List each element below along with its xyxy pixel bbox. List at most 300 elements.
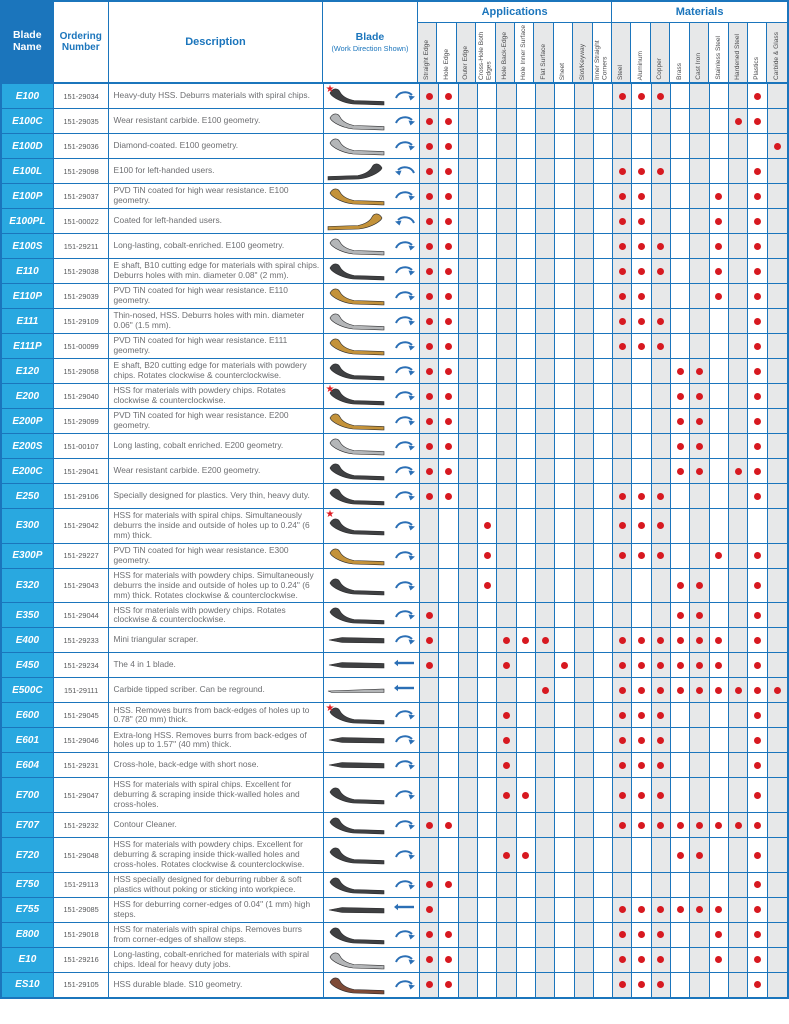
material-dot: [754, 118, 761, 125]
material-dot: [696, 637, 703, 644]
application-dot: [503, 762, 510, 769]
material-cell-carbide-glass: [768, 259, 787, 283]
material-dot: [638, 981, 645, 988]
material-cell-carbide-glass: [768, 973, 787, 997]
application-cell-hole-edge: [439, 284, 458, 308]
blade-image-cell: [324, 359, 420, 383]
work-direction-arrow-icon: [394, 486, 417, 506]
material-dot: [715, 637, 722, 644]
material-cell-stainless-steel: [710, 184, 729, 208]
application-cell-sheet: [555, 703, 574, 727]
material-cell-cast-iron: [690, 309, 709, 333]
application-cell-straight-edge: [420, 778, 439, 812]
material-dot: [619, 737, 626, 744]
application-cell-inner-straight-corners: [594, 753, 613, 777]
material-cell-plastics: [748, 109, 767, 133]
material-cell-brass: [671, 509, 690, 543]
material-cell-steel: [613, 134, 632, 158]
material-cell-carbide-glass: [768, 703, 787, 727]
application-cell-flat-surface: [536, 544, 555, 568]
material-cell-stainless-steel: [710, 259, 729, 283]
application-cell-outer-edge: [459, 109, 478, 133]
table-row-e250: [2, 484, 787, 509]
material-dot: [619, 981, 626, 988]
application-dot: [503, 662, 510, 669]
application-cell-straight-edge: [420, 678, 439, 702]
material-dot: [638, 493, 645, 500]
material-cell-aluminum: [632, 359, 651, 383]
table-row-e200: [2, 384, 787, 409]
material-dot: [619, 712, 626, 719]
material-cell-cast-iron: [690, 728, 709, 752]
work-direction-arrow-icon: [394, 361, 417, 381]
work-direction-arrow-icon: [394, 815, 417, 835]
material-dot: [638, 792, 645, 799]
application-dot: [426, 268, 433, 275]
application-cell-inner-straight-corners: [594, 359, 613, 383]
application-cell-hole-edge: [439, 259, 458, 283]
material-cell-stainless-steel: [710, 109, 729, 133]
material-cell-cast-iron: [690, 973, 709, 997]
application-cell-hole-edge: [439, 923, 458, 947]
ordering-number-cell: 151-29040: [54, 384, 110, 408]
material-cell-plastics: [748, 678, 767, 702]
material-cell-copper: [652, 603, 671, 627]
application-dot: [445, 468, 452, 475]
application-cell-flat-surface: [536, 209, 555, 233]
application-dot: [426, 956, 433, 963]
application-cell-hole-back-edge: [497, 159, 516, 183]
material-cell-plastics: [748, 603, 767, 627]
material-dot: [754, 93, 761, 100]
material-cell-steel: [613, 184, 632, 208]
material-cell-stainless-steel: [710, 484, 729, 508]
application-cell-outer-edge: [459, 653, 478, 677]
material-cell-carbide-glass: [768, 873, 787, 897]
material-cell-aluminum: [632, 544, 651, 568]
material-cell-brass: [671, 259, 690, 283]
material-dot: [696, 852, 703, 859]
application-cell-inner-straight-corners: [594, 259, 613, 283]
application-cell-hole-back-edge: [497, 923, 516, 947]
material-cell-stainless-steel: [710, 569, 729, 603]
application-cell-flat-surface: [536, 234, 555, 258]
application-cell-sheet: [555, 434, 574, 458]
column-header-hole-inner-surface: [515, 23, 534, 82]
material-cell-aluminum: [632, 509, 651, 543]
material-dot: [638, 822, 645, 829]
blade-name-cell: E100C: [2, 109, 54, 133]
material-dot: [715, 906, 722, 913]
application-cell-flat-surface: [536, 84, 555, 108]
application-cell-hole-back-edge: [497, 973, 516, 997]
material-cell-cast-iron: [690, 159, 709, 183]
description-cell: Coated for left-handed users.: [109, 209, 324, 233]
material-dot: [696, 687, 703, 694]
description-cell: HSS for deburring corner-edges of 0.04" (1 mm) high steps.: [109, 898, 324, 922]
material-cell-steel: [613, 753, 632, 777]
material-cell-cast-iron: [690, 284, 709, 308]
material-cell-carbide-glass: [768, 923, 787, 947]
application-cell-hole-inner-surface: [517, 109, 536, 133]
application-cell-cross-hole-both-edges: [478, 209, 497, 233]
application-cell-sheet: [555, 309, 574, 333]
application-cell-cross-hole-both-edges: [478, 384, 497, 408]
application-cell-sheet: [555, 109, 574, 133]
material-cell-hardened-steel: [729, 134, 748, 158]
blade-image-cell: [324, 434, 420, 458]
application-cell-hole-edge: [439, 703, 458, 727]
application-cell-hole-back-edge: [497, 209, 516, 233]
application-cell-sheet: [555, 653, 574, 677]
application-cell-inner-straight-corners: [594, 628, 613, 652]
application-cell-outer-edge: [459, 728, 478, 752]
ordering-number-cell: 151-29044: [54, 603, 110, 627]
material-cell-hardened-steel: [729, 309, 748, 333]
material-cell-cast-iron: [690, 678, 709, 702]
application-cell-outer-edge: [459, 544, 478, 568]
application-cell-outer-edge: [459, 603, 478, 627]
application-cell-straight-edge: [420, 309, 439, 333]
application-cell-outer-edge: [459, 134, 478, 158]
material-cell-hardened-steel: [729, 873, 748, 897]
description-cell: PVD TiN coated for high wear resistance. E300 geometry.: [109, 544, 324, 568]
material-cell-steel: [613, 409, 632, 433]
material-cell-carbide-glass: [768, 603, 787, 627]
work-direction-arrow-icon: [394, 111, 417, 131]
material-dot: [754, 981, 761, 988]
blade-name-cell: E100PL: [2, 209, 54, 233]
material-cell-stainless-steel: [710, 923, 729, 947]
material-cell-aluminum: [632, 134, 651, 158]
blade-name-cell: E350: [2, 603, 54, 627]
blade-illustration: [326, 485, 417, 507]
blade-image-cell: [324, 459, 420, 483]
application-cell-slot-keyway: [575, 134, 594, 158]
application-cell-outer-edge: [459, 434, 478, 458]
application-cell-hole-back-edge: [497, 678, 516, 702]
material-cell-carbide-glass: [768, 898, 787, 922]
application-cell-hole-back-edge: [497, 653, 516, 677]
application-cell-straight-edge: [420, 359, 439, 383]
table-row-e100pl: [2, 209, 787, 234]
material-dot: [619, 168, 626, 175]
work-direction-arrow-icon: [394, 605, 417, 625]
material-cell-plastics: [748, 973, 767, 997]
material-cell-copper: [652, 359, 671, 383]
application-cell-sheet: [555, 948, 574, 972]
application-cell-inner-straight-corners: [594, 678, 613, 702]
application-dot: [522, 637, 529, 644]
application-cell-sheet: [555, 284, 574, 308]
work-direction-arrow-icon: [394, 925, 417, 945]
material-dot: [774, 143, 781, 150]
material-cell-carbide-glass: [768, 234, 787, 258]
material-cell-steel: [613, 544, 632, 568]
column-header-slot-keyway: [573, 23, 592, 82]
material-cell-brass: [671, 544, 690, 568]
application-cell-hole-back-edge: [497, 838, 516, 872]
description-cell: HSS for materials with spiral chips. Removes burrs from corner-edges of shallow steps.: [109, 923, 324, 947]
blade-image-cell: [324, 384, 420, 408]
application-cell-hole-inner-surface: [517, 703, 536, 727]
material-dot: [715, 243, 722, 250]
application-dot: [542, 637, 549, 644]
material-cell-cast-iron: [690, 84, 709, 108]
material-cell-cast-iron: [690, 544, 709, 568]
column-header-label: Inner Straight Corners: [594, 40, 609, 80]
application-dot: [426, 637, 433, 644]
application-dot: [522, 852, 529, 859]
blade-image-cell: [324, 653, 420, 677]
application-cell-sheet: [555, 628, 574, 652]
material-cell-copper: [652, 678, 671, 702]
material-cell-stainless-steel: [710, 544, 729, 568]
application-cell-outer-edge: [459, 334, 478, 358]
material-cell-hardened-steel: [729, 728, 748, 752]
application-cell-cross-hole-both-edges: [478, 134, 497, 158]
application-cell-hole-edge: [439, 873, 458, 897]
blade-image-cell: [324, 209, 420, 233]
ordering-number-cell: 151-29113: [54, 873, 110, 897]
material-dot: [638, 193, 645, 200]
material-cell-copper: [652, 653, 671, 677]
blade-image-cell: [324, 409, 420, 433]
material-cell-carbide-glass: [768, 84, 787, 108]
material-cell-steel: [613, 484, 632, 508]
application-cell-straight-edge: [420, 703, 439, 727]
material-dot: [619, 906, 626, 913]
blade-illustration: [326, 729, 417, 751]
material-cell-steel: [613, 309, 632, 333]
material-cell-cast-iron: [690, 234, 709, 258]
application-cell-hole-inner-surface: [517, 384, 536, 408]
material-cell-steel: [613, 973, 632, 997]
application-dot: [445, 218, 452, 225]
ordering-number-cell: 151-00107: [54, 434, 110, 458]
column-header-label: Cast Iron: [695, 53, 703, 80]
ordering-number-cell: 151-29098: [54, 159, 110, 183]
application-cell-cross-hole-both-edges: [478, 948, 497, 972]
work-direction-arrow-icon: [394, 516, 417, 536]
description-cell: Mini triangular scraper.: [109, 628, 324, 652]
application-cell-slot-keyway: [575, 209, 594, 233]
application-cell-hole-edge: [439, 778, 458, 812]
material-cell-stainless-steel: [710, 973, 729, 997]
column-header-stainless-steel: [709, 23, 728, 82]
material-cell-carbide-glass: [768, 813, 787, 837]
work-direction-arrow-icon: [394, 755, 417, 775]
application-cell-outer-edge: [459, 509, 478, 543]
application-cell-slot-keyway: [575, 973, 594, 997]
ordering-number-cell: 151-29232: [54, 813, 110, 837]
material-cell-carbide-glass: [768, 838, 787, 872]
material-cell-stainless-steel: [710, 813, 729, 837]
application-cell-slot-keyway: [575, 569, 594, 603]
column-header-label: Slot/Keyway: [578, 43, 586, 80]
material-dot: [696, 582, 703, 589]
application-cell-straight-edge: [420, 753, 439, 777]
material-cell-plastics: [748, 923, 767, 947]
application-cell-outer-edge: [459, 234, 478, 258]
column-header-brass: [670, 23, 689, 82]
material-dot: [754, 687, 761, 694]
material-cell-hardened-steel: [729, 109, 748, 133]
column-header-hole-back-edge: [496, 23, 515, 82]
application-cell-inner-straight-corners: [594, 159, 613, 183]
application-cell-slot-keyway: [575, 603, 594, 627]
material-cell-cast-iron: [690, 134, 709, 158]
application-dot: [426, 343, 433, 350]
application-cell-flat-surface: [536, 703, 555, 727]
application-dot: [503, 737, 510, 744]
material-cell-stainless-steel: [710, 209, 729, 233]
blade-image-cell: [324, 753, 420, 777]
application-cell-hole-inner-surface: [517, 484, 536, 508]
header-blade-title: Blade: [355, 31, 385, 43]
application-cell-slot-keyway: [575, 84, 594, 108]
application-cell-hole-edge: [439, 434, 458, 458]
material-cell-aluminum: [632, 753, 651, 777]
application-cell-cross-hole-both-edges: [478, 409, 497, 433]
application-cell-inner-straight-corners: [594, 459, 613, 483]
material-cell-steel: [613, 459, 632, 483]
material-dot: [715, 552, 722, 559]
application-cell-flat-surface: [536, 753, 555, 777]
application-cell-sheet: [555, 603, 574, 627]
table-row-e755: [2, 898, 787, 923]
material-dot: [657, 687, 664, 694]
application-dot: [426, 906, 433, 913]
application-cell-straight-edge: [420, 284, 439, 308]
application-cell-hole-edge: [439, 544, 458, 568]
material-cell-cast-iron: [690, 409, 709, 433]
application-dot: [426, 368, 433, 375]
application-cell-cross-hole-both-edges: [478, 753, 497, 777]
application-cell-flat-surface: [536, 109, 555, 133]
material-dot: [657, 956, 664, 963]
application-cell-outer-edge: [459, 898, 478, 922]
material-dot: [657, 822, 664, 829]
material-dot: [619, 93, 626, 100]
application-cell-inner-straight-corners: [594, 703, 613, 727]
material-cell-carbide-glass: [768, 509, 787, 543]
material-cell-steel: [613, 813, 632, 837]
application-cell-slot-keyway: [575, 948, 594, 972]
material-dot: [657, 737, 664, 744]
blade-illustration: [326, 949, 417, 971]
application-cell-hole-inner-surface: [517, 778, 536, 812]
material-cell-carbide-glass: [768, 159, 787, 183]
application-cell-hole-edge: [439, 973, 458, 997]
material-cell-stainless-steel: [710, 84, 729, 108]
application-cell-hole-edge: [439, 753, 458, 777]
material-dot: [619, 318, 626, 325]
material-cell-brass: [671, 109, 690, 133]
material-cell-plastics: [748, 184, 767, 208]
table-row-e604: [2, 753, 787, 778]
material-cell-plastics: [748, 284, 767, 308]
application-cell-hole-back-edge: [497, 948, 516, 972]
application-cell-slot-keyway: [575, 813, 594, 837]
application-dot: [426, 168, 433, 175]
material-dot: [619, 522, 626, 529]
material-dot: [619, 193, 626, 200]
description-cell: E shaft, B10 cutting edge for materials with spiral chips. Deburrs holes with min. diameter 0.08" (2 mm).: [109, 259, 324, 283]
material-cell-carbide-glass: [768, 753, 787, 777]
blade-image-cell: [324, 84, 420, 108]
material-cell-hardened-steel: [729, 544, 748, 568]
material-dot: [619, 792, 626, 799]
material-dot: [696, 418, 703, 425]
application-cell-hole-back-edge: [497, 628, 516, 652]
application-cell-inner-straight-corners: [594, 284, 613, 308]
blade-illustration: [326, 784, 417, 806]
table-row-e400: [2, 628, 787, 653]
application-cell-slot-keyway: [575, 653, 594, 677]
application-cell-flat-surface: [536, 873, 555, 897]
material-cell-cast-iron: [690, 459, 709, 483]
material-cell-brass: [671, 84, 690, 108]
column-header-label: Hardened Steel: [733, 34, 741, 80]
material-cell-hardened-steel: [729, 409, 748, 433]
application-cell-straight-edge: [420, 384, 439, 408]
application-cell-outer-edge: [459, 753, 478, 777]
table-row-e350: [2, 603, 787, 628]
material-cell-hardened-steel: [729, 603, 748, 627]
table-row-e100s: [2, 234, 787, 259]
ordering-number-cell: 151-29105: [54, 973, 110, 997]
material-cell-cast-iron: [690, 838, 709, 872]
table-row-e720: [2, 838, 787, 873]
ordering-number-cell: 151-29211: [54, 234, 110, 258]
ordering-number-cell: 151-29058: [54, 359, 110, 383]
application-cell-cross-hole-both-edges: [478, 703, 497, 727]
application-cell-sheet: [555, 544, 574, 568]
material-cell-aluminum: [632, 84, 651, 108]
application-dot: [503, 637, 510, 644]
blade-illustration: [326, 335, 417, 357]
material-dot: [696, 822, 703, 829]
material-dot: [638, 293, 645, 300]
material-cell-copper: [652, 159, 671, 183]
blade-name-cell: E100P: [2, 184, 54, 208]
material-cell-plastics: [748, 728, 767, 752]
material-cell-stainless-steel: [710, 459, 729, 483]
column-header-copper: [651, 23, 670, 82]
application-cell-inner-straight-corners: [594, 209, 613, 233]
material-dot: [754, 612, 761, 619]
blade-name-cell: E600: [2, 703, 54, 727]
application-dot: [561, 662, 568, 669]
blade-illustration: [326, 575, 417, 597]
material-cell-copper: [652, 109, 671, 133]
ordering-number-cell: 151-29034: [54, 84, 110, 108]
material-cell-plastics: [748, 703, 767, 727]
material-cell-hardened-steel: [729, 484, 748, 508]
blade-name-cell: E200S: [2, 434, 54, 458]
application-dot: [426, 393, 433, 400]
material-dot: [715, 293, 722, 300]
work-direction-arrow-icon: [394, 136, 417, 156]
column-header-label: Copper: [656, 58, 664, 80]
material-cell-copper: [652, 484, 671, 508]
material-cell-cast-iron: [690, 873, 709, 897]
material-dot: [638, 218, 645, 225]
material-dot: [638, 93, 645, 100]
material-cell-cast-iron: [690, 109, 709, 133]
material-cell-plastics: [748, 569, 767, 603]
